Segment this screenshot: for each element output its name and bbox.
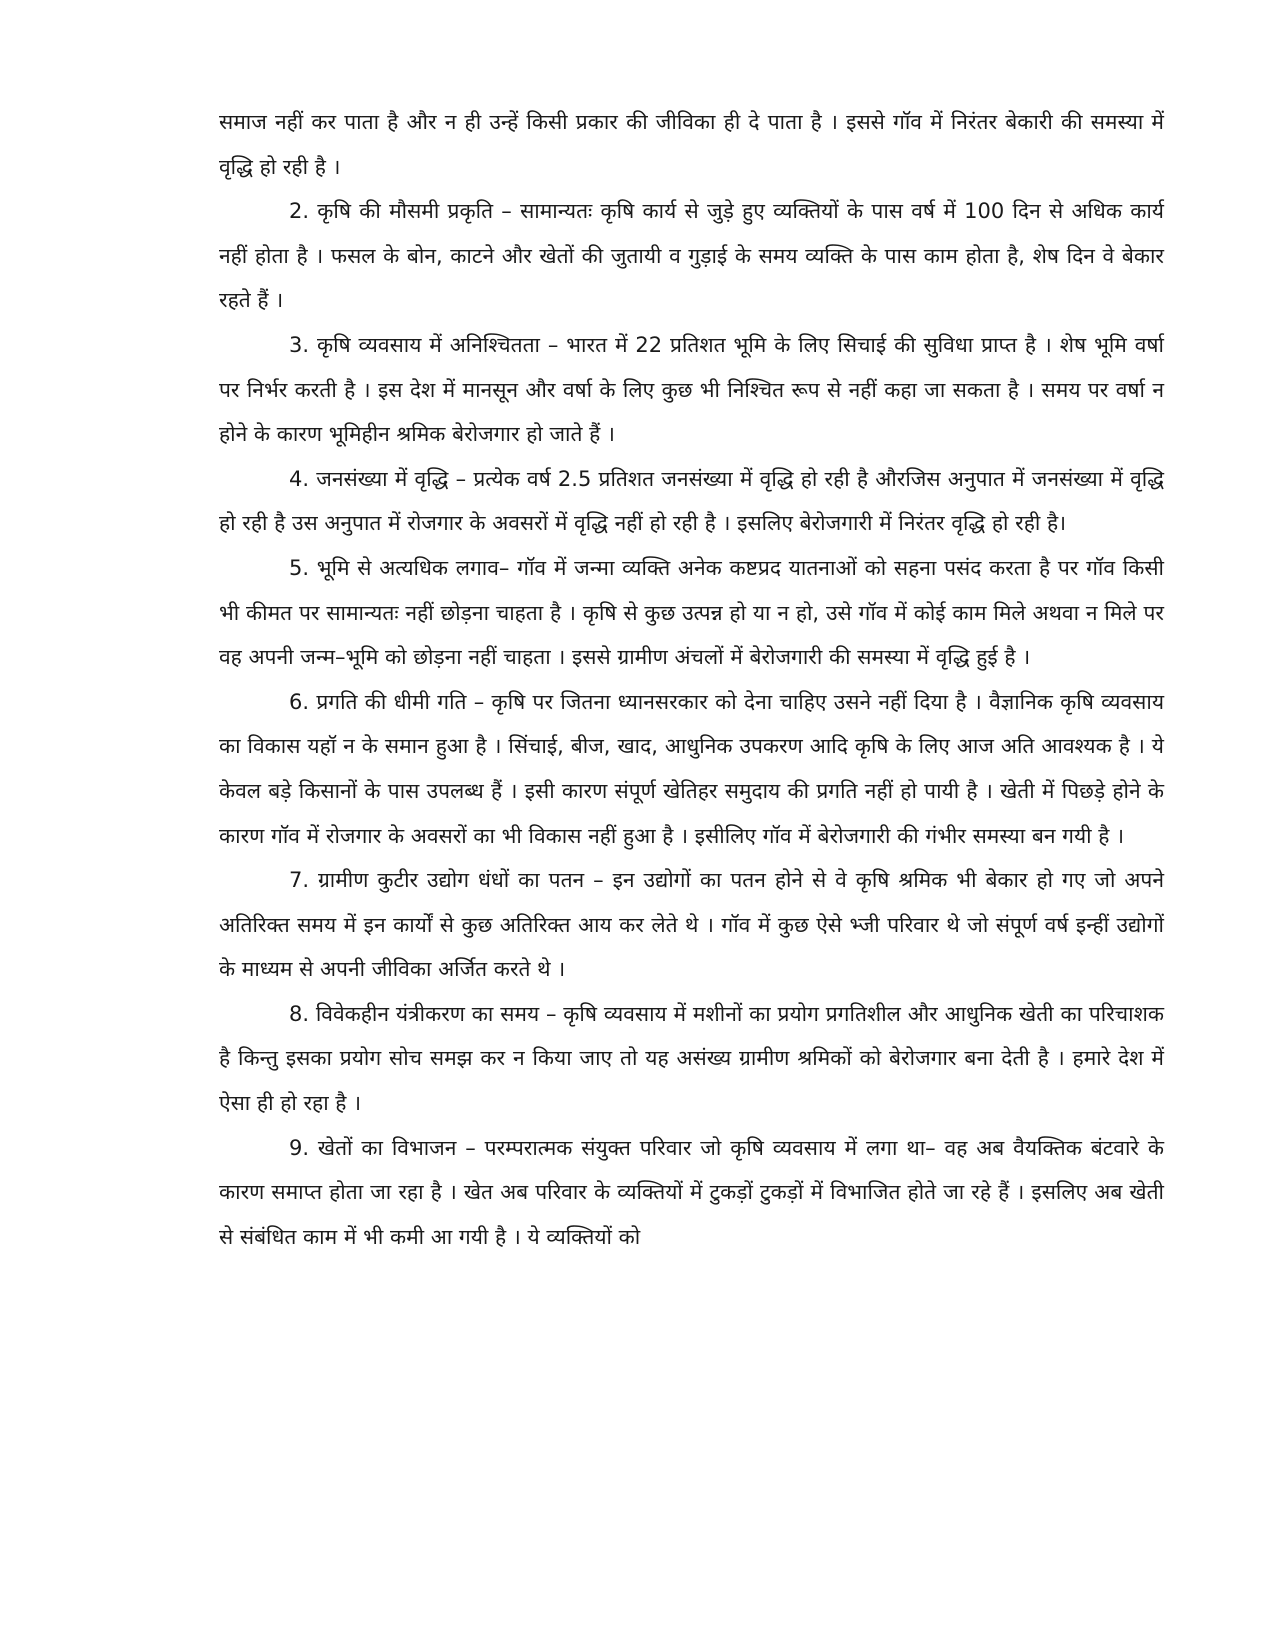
document-page <box>219 100 1164 1259</box>
paragraph-point-7: 7. ग्रामीण कुटीर उद्योग धंधों का पतन – इन उद्योगों का पतन होने से वे कृषि श्रमिक भी बेकार हो गए जो अपने अतिरिक्त समय में इन कार्यों से कुछ अतिरिक्त आय कर लेते थे । गॉव में कुछ ऐसे भ्जी परिवार थे जो संपूर्ण वर्ष इन्हीं उद्योगों के माध्यम से अपनी जीविका अर्जित करते थे । <box>219 868 1164 982</box>
paragraph-point-2: 2. कृषि की मौसमी प्रकृति – सामान्यतः कृषि कार्य से जुड़े हुए व्यक्तियों के पास वर्ष में 100 दिन से अधिक कार्य नहीं होता है । फसल के बोन, काटने और खेतों की जुतायी व गुड़ाई के समय व्यक्ति के पास काम होता है, शेष दिन वे बेकार रहते हैं । <box>219 199 1164 313</box>
paragraph-point-8: 8. विवेकहीन यंत्रीकरण का समय – कृषि व्यवसाय में मशीनों का प्रयोग प्रगतिशील और आधुनिक खेती का परिचाशक है किन्तु इसका प्रयोग सोच समझ कर न किया जाए तो यह असंख्य ग्रामीण श्रमिकों को बेरोजगार बना देती है । हमारे देश में ऐसा ही हो रहा है । <box>219 1001 1164 1116</box>
paragraph-point-4: 4. जनसंख्या में वृद्धि – प्रत्येक वर्ष 2.5 प्रतिशत जनसंख्या में वृद्धि हो रही है औरजिस अनुपात में जनसंख्या में वृद्धि हो रही है उस अनुपात में रोजगार के अवसरों में वृद्धि नहीं हो रही है । इसलिए बेरोजगारी में निरंतर वृद्धि हो रही है। <box>219 466 1164 536</box>
paragraph-point-6: 6. प्रगति की धीमी गति – कृषि पर जितना ध्यानसरकार को देना चाहिए उसने नहीं दिया है । वैज्ञानिक कृषि व्यवसाय का विकास यहॉ न के समान हुआ है । सिंचाई, बीज, खाद, आधुनिक उपकरण आदि कृषि के लिए आज अति आवश्यक है । ये केवल बड़े किसानों के पास उपलब्ध हैं । इसी कारण संपूर्ण खेतिहर समुदाय की प्रगति नहीं हो पायी है । खेती में पिछड़े होने के कारण गॉव में रोजगार के अवसरों का भी विकास नहीं हुआ है । इसीलिए गॉव में बेरोजगारी की गंभीर समस्या बन गयी है । <box>219 689 1164 848</box>
paragraph-point-9: 9. खेतों का विभाजन – परम्परात्मक संयुक्त परिवार जो कृषि व्यवसाय में लगा था– वह अब वैयक्तिक बंटवारे के कारण समाप्त होता जा रहा है । खेत अब परिवार के व्यक्तियों में टुकड़ों टुकड़ों में विभाजित होते जा रहे हैं । इसलिए अब खेती से संबंधित काम में भी कमी आ गयी है । ये व्यक्तियों को <box>219 1135 1164 1249</box>
paragraph-point-3: 3. कृषि व्यवसाय में अनिश्चितता – भारत में 22 प्रतिशत भूमि के लिए सिचाई की सुविधा प्राप्त है । शेष भूमि वर्षा पर निर्भर करती है । इस देश में मानसून और वर्षा के लिए कुछ भी निश्चित रूप से नहीं कहा जा सकता है । समय पर वर्षा न होने के कारण भूमिहीन श्रमिक बेरोजगार हो जाते हैं । <box>219 332 1164 447</box>
paragraph-continuation: समाज नहीं कर पाता है और न ही उन्हें किसी प्रकार की जीविका ही दे पाता है । इससे गॉव में निरंतर बेकारी की समस्या में वृद्धि हो रही है । <box>219 110 1164 179</box>
paragraph-point-5: 5. भूमि से अत्यधिक लगाव– गॉव में जन्मा व्यक्ति अनेक कष्टप्रद यातनाओं को सहना पसंद करता है पर गॉव किसी भी कीमत पर सामान्यतः नहीं छोड़ना चाहता है । कृषि से कुछ उत्पन्न हो या न हो, उसे गॉव में कोई काम मिले अथवा न मिले पर वह अपनी जन्म–भूमि को छोड़ना नहीं चाहता । इससे ग्रामीण अंचलों में बेरोजगारी की समस्या में वृद्धि हुई है । <box>219 555 1164 670</box>
